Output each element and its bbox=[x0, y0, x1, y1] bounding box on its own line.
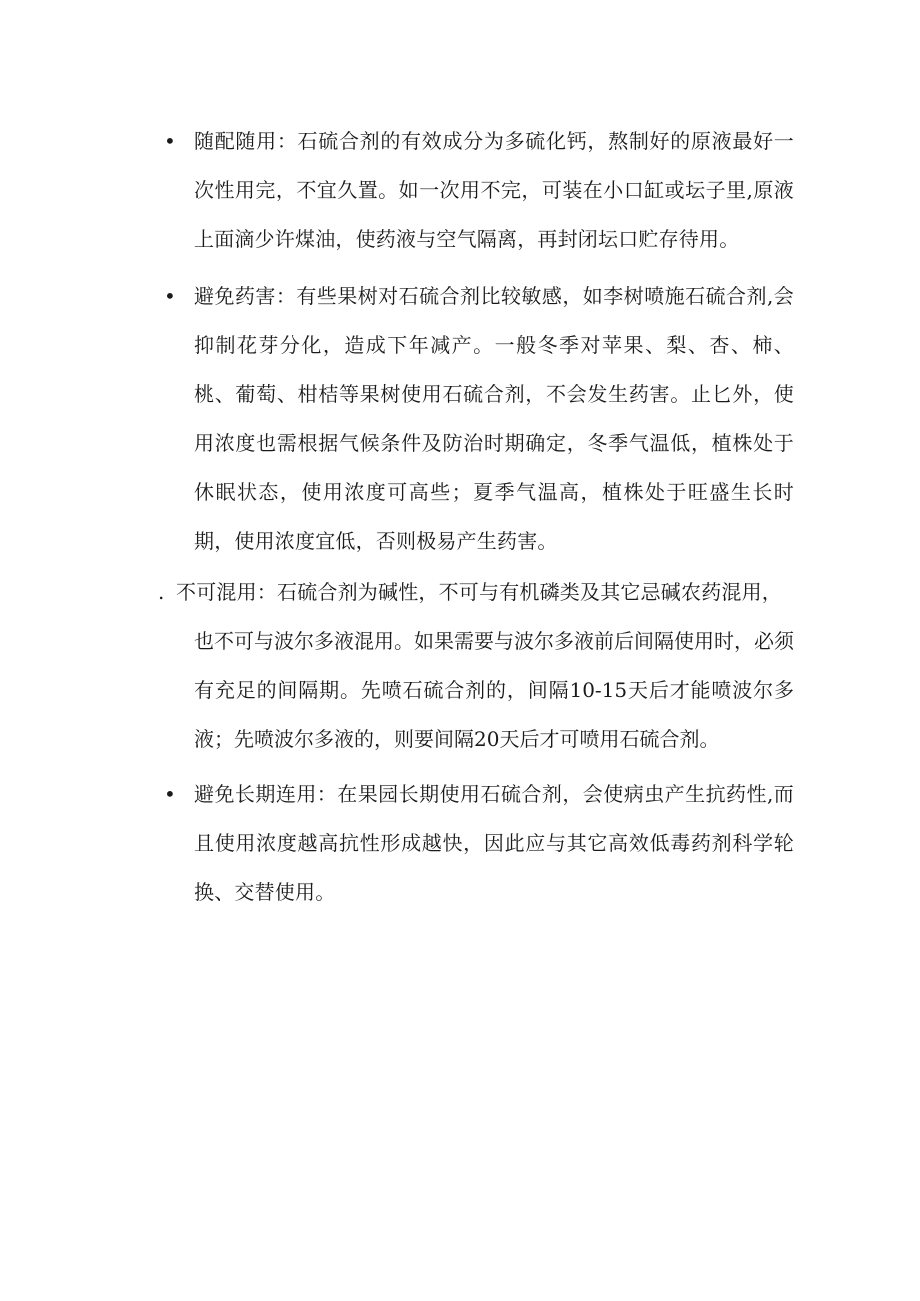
bullet-icon: • bbox=[164, 129, 176, 153]
paragraph-text: 随配随用：石硫合剂的有效成分为多硫化钙，熬制好的原液最好一次性用完，不宜久置。如一次用不完，可装在小口缸或坛子里,原液上面滴少许煤油，使药液与空气隔离，再封闭坛口贮存待用。 bbox=[194, 129, 794, 251]
paragraph-text: 也不可与波尔多液混用。如果需要与波尔多液前后间隔使用时，必须有充足的间隔期。先喷石硫合剂的，间隔10-15天后才能喷波尔多液；先喷波尔多液的，则要间隔20天后才可喷用石硫合剂。 bbox=[194, 629, 794, 751]
bullet-icon: • bbox=[164, 284, 176, 308]
paragraph-text: 避免药害：有些果树对石硫合剂比较敏感，如李树喷施石硫合剂,会抑制花芽分化，造成下年减产。一般冬季对苹果、梨、杏、柿、桃、葡萄、柑桔等果树使用石硫合剂，不会发生药害。止匕外，使用浓度也需根据气候条件及防治时期确定，冬季气温低，植株处于休眠状态，使用浓度可高些；夏季气温高，植株处于旺盛生长时期，使用浓度宜低，否则极易产生药害。 bbox=[194, 284, 794, 553]
paragraph-first-line: 不可混用：石硫合剂为碱性，不可与有机磷类及其它忌碱农药混用， bbox=[176, 580, 782, 604]
period-marker: . bbox=[158, 580, 165, 604]
bullet-icon: • bbox=[164, 782, 176, 806]
paragraph-text: 避免长期连用：在果园长期使用石硫合剂，会使病虫产生抗药性,而且使用浓度越高抗性形成越快，因此应与其它高效低毒药剂科学轮换、交替使用。 bbox=[194, 782, 794, 904]
